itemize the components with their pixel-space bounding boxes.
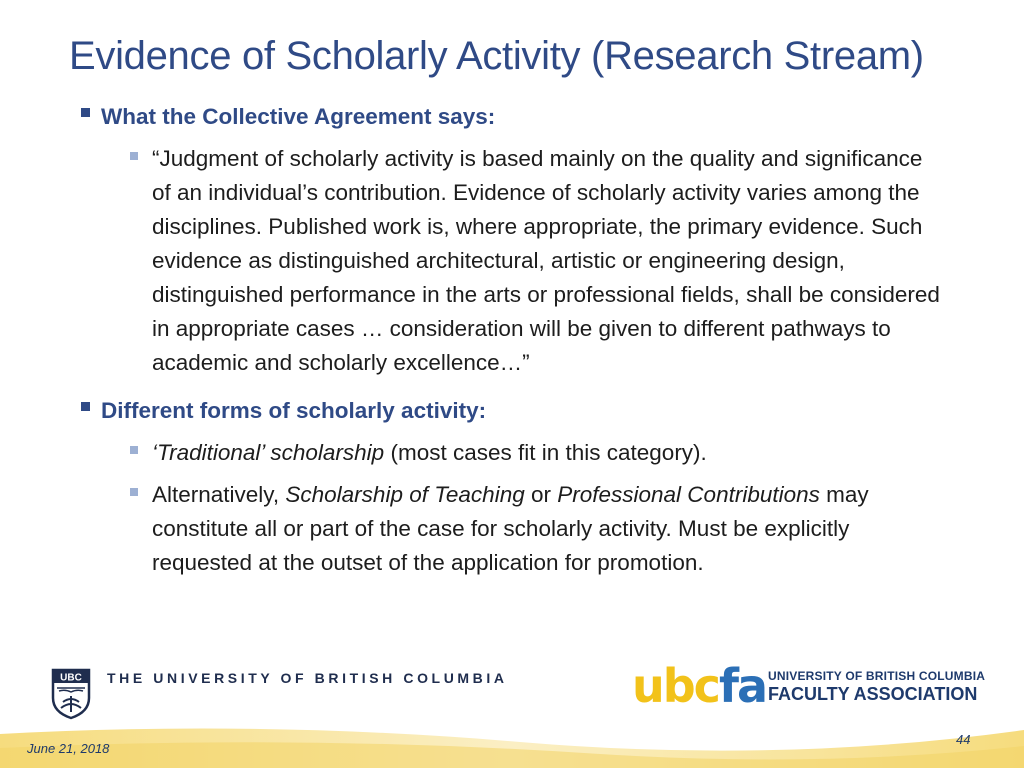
traditional-scholarship-text — [152, 436, 942, 470]
square-bullet-icon — [81, 108, 90, 117]
sub-bullet-alternatives — [78, 478, 958, 580]
agreement-quote: “Judgment of scholarly activity is based mainly on the quality and significance of an individual’s contribution. Evidence of scholarly activity varies among the disciplines. Published work is, where appropriate, the primary evidence. Such evidence as distinguished architectural, artistic or engineering design, distinguished performance in the arts or professional fields, shall be considered in appropriate cases … consideration will be given to different pathways to academic and scholarly excellence…” — [152, 146, 940, 375]
ubc-name: THE UNIVERSITY OF BRITISH COLUMBIA — [107, 670, 508, 686]
square-bullet-icon — [81, 402, 90, 411]
page-number: 44 — [956, 732, 971, 747]
slide-title: Evidence of Scholarly Activity (Research Stream) — [69, 34, 924, 78]
bullet-forms-of-scholarly-activity — [78, 394, 958, 428]
alternatives-rest: may constitute all or part of the case for scholarly activity. Must be explicitly requested at the outset of the application for promotion. — [152, 482, 869, 575]
alternatives-or: or — [524, 482, 558, 507]
alternatives-text — [152, 478, 942, 580]
ubcfa-wordmark: ubcfa — [632, 664, 767, 713]
fa-association-name: FACULTY ASSOCIATION — [768, 684, 978, 704]
sub-bullet-quote — [78, 142, 958, 380]
square-bullet-icon — [130, 488, 138, 496]
scholarship-of-teaching-term: Scholarship of Teaching — [285, 482, 525, 507]
footer-band — [0, 724, 1024, 768]
ubcfa-logo — [632, 664, 768, 714]
slide-body — [78, 100, 958, 580]
traditional-scholarship-note: (most cases fit in this category). — [384, 440, 707, 465]
section-heading: What the Collective Agreement says: — [101, 104, 496, 129]
ubc-crest-icon — [51, 668, 91, 720]
professional-contributions-term: Professional Contributions — [557, 482, 820, 507]
ubc-crest-text: UBC — [60, 672, 82, 684]
alternatives-lead: Alternatively, — [152, 482, 286, 507]
sub-bullet-traditional — [78, 436, 958, 470]
square-bullet-icon — [130, 152, 138, 160]
section-heading: Different forms of scholarly activity: — [101, 398, 487, 423]
bullet-collective-agreement — [78, 100, 958, 134]
footer-date: June 21, 2018 — [27, 741, 110, 756]
square-bullet-icon — [130, 446, 138, 454]
fa-university-name: UNIVERSITY OF BRITISH COLUMBIA — [768, 669, 986, 683]
traditional-scholarship-term: ‘Traditional’ scholarship — [152, 440, 385, 465]
